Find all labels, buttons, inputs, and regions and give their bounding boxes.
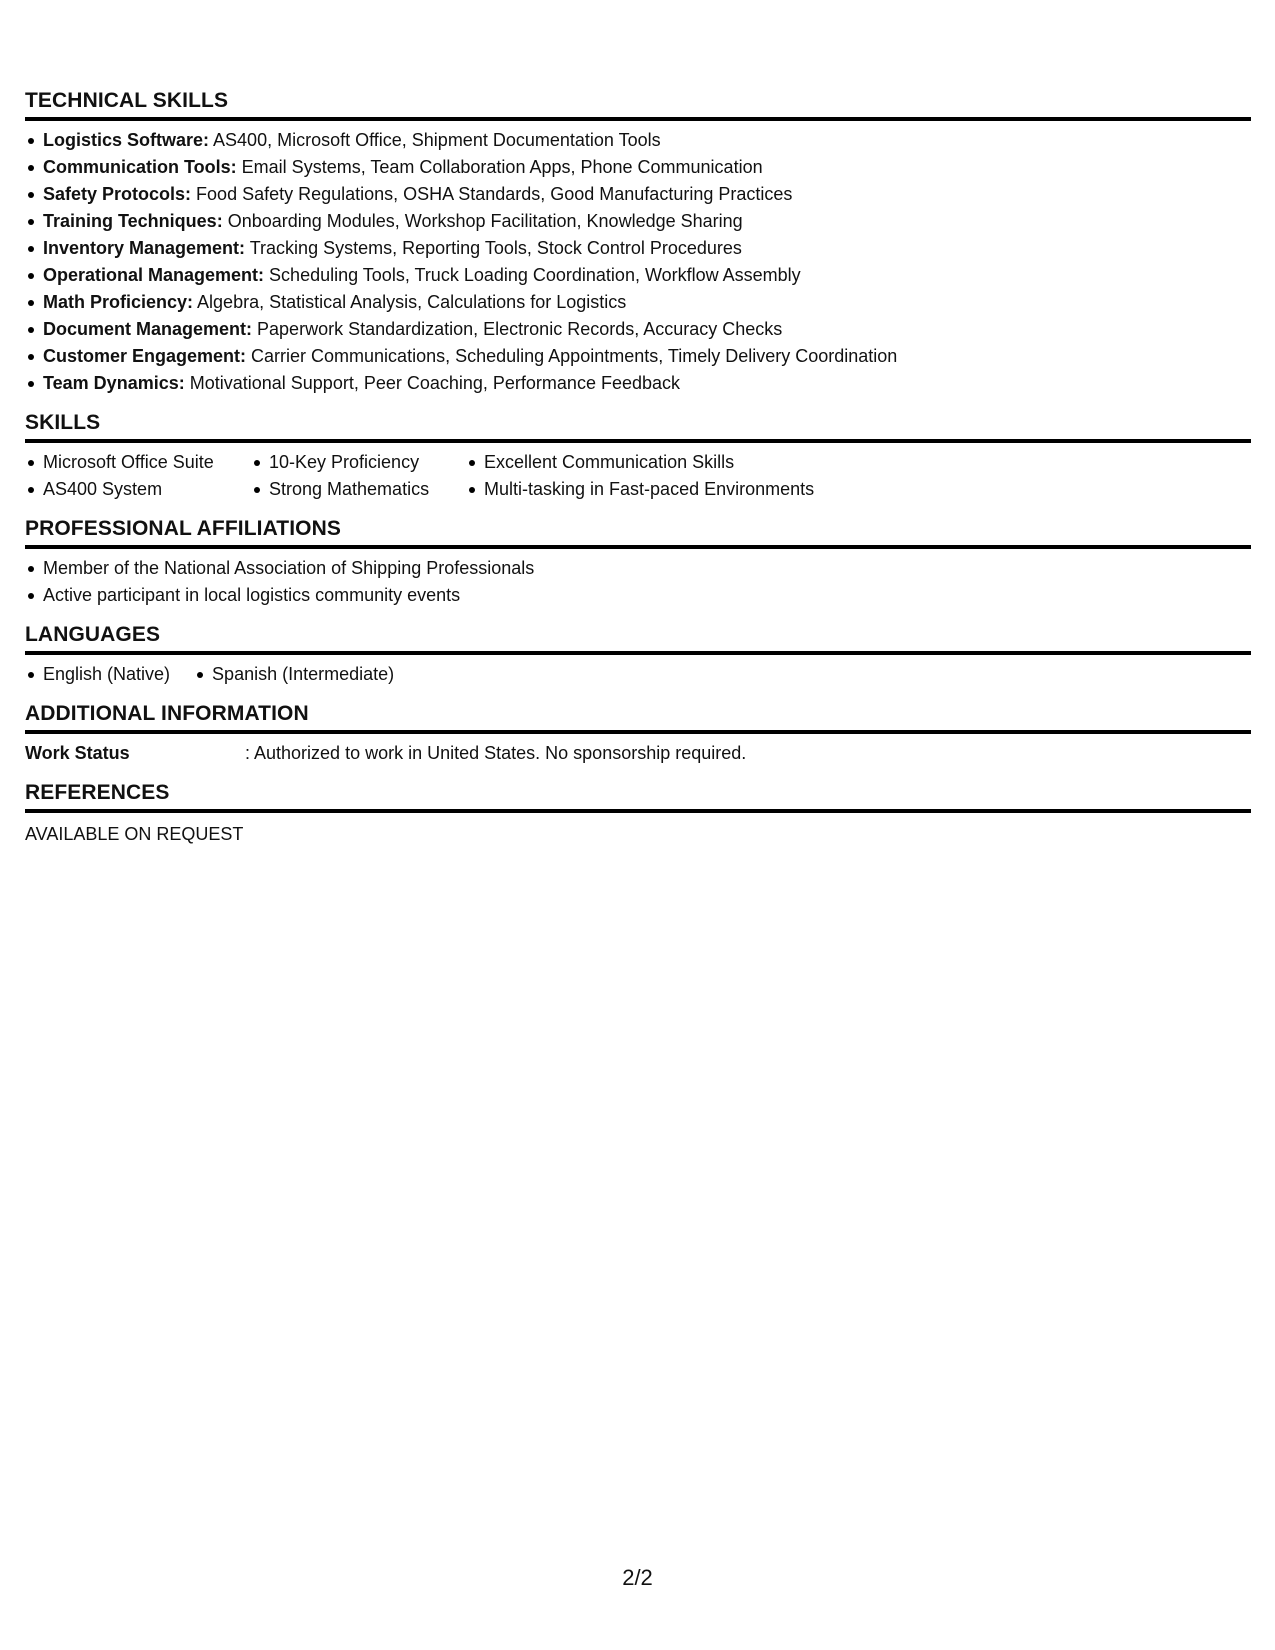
skill-category-label: Safety Protocols: xyxy=(43,184,192,204)
list-item: Excellent Communication Skills xyxy=(466,449,866,476)
skills-column-1 xyxy=(25,449,251,503)
skills-columns xyxy=(25,443,1251,503)
skill-category-value: Onboarding Modules, Workshop Facilitation, Knowledge Sharing xyxy=(222,211,743,231)
list-item xyxy=(25,154,1251,181)
skill-category-label: Math Proficiency: xyxy=(43,292,194,312)
skills-section xyxy=(25,410,1251,503)
section-title-affiliations: PROFESSIONAL AFFILIATIONS xyxy=(25,516,1251,549)
section-title-references: REFERENCES xyxy=(25,780,1251,813)
list-item xyxy=(25,208,1251,235)
skill-category-value: Email Systems, Team Collaboration Apps, Phone Communication xyxy=(236,157,763,177)
work-status-label: Work Status xyxy=(25,743,130,763)
list-item: Spanish (Intermediate) xyxy=(194,661,394,688)
skill-category-label: Inventory Management: xyxy=(43,238,246,258)
references-text: AVAILABLE ON REQUEST xyxy=(25,824,244,844)
list-item: AS400 System xyxy=(25,476,251,503)
list-item: 10-Key Proficiency xyxy=(251,449,466,476)
list-item xyxy=(25,262,1251,289)
section-title-skills: SKILLS xyxy=(25,410,1251,443)
list-item: Multi-tasking in Fast-paced Environments xyxy=(466,476,866,503)
list-item: Microsoft Office Suite xyxy=(25,449,251,476)
list-item xyxy=(25,316,1251,343)
skill-category-value: Paperwork Standardization, Electronic Records, Accuracy Checks xyxy=(252,319,783,339)
list-item: Member of the National Association of Shipping Professionals xyxy=(25,555,1251,582)
list-item: English (Native) xyxy=(25,661,170,688)
page-number: 2/2 xyxy=(622,1565,653,1590)
references-section xyxy=(25,780,1251,848)
work-status-row xyxy=(25,734,1251,767)
skill-category-value: AS400, Microsoft Office, Shipment Documentation Tools xyxy=(209,130,661,150)
list-item: Active participant in local logistics community events xyxy=(25,582,1251,609)
skills-column-2 xyxy=(251,449,466,503)
skill-category-value: Tracking Systems, Reporting Tools, Stock Control Procedures xyxy=(245,238,742,258)
section-title-technical-skills: TECHNICAL SKILLS xyxy=(25,88,1251,121)
section-title-languages: LANGUAGES xyxy=(25,622,1251,655)
list-item xyxy=(25,181,1251,208)
list-item xyxy=(25,289,1251,316)
additional-info-section xyxy=(25,701,1251,767)
list-item xyxy=(25,235,1251,262)
affiliations-list xyxy=(25,549,1251,609)
skill-category-label: Document Management: xyxy=(43,319,253,339)
skill-category-label: Customer Engagement: xyxy=(43,346,247,366)
skill-category-value: Motivational Support, Peer Coaching, Performance Feedback xyxy=(184,373,680,393)
list-item xyxy=(25,343,1251,370)
skill-category-label: Communication Tools: xyxy=(43,157,237,177)
list-item xyxy=(25,370,1251,397)
work-status-value: : Authorized to work in United States. No sponsorship required. xyxy=(245,743,747,763)
resume-page xyxy=(25,88,1251,848)
skill-category-value: Algebra, Statistical Analysis, Calculations for Logistics xyxy=(193,292,627,312)
section-title-additional-info: ADDITIONAL INFORMATION xyxy=(25,701,1251,734)
technical-skills-section xyxy=(25,88,1251,397)
skill-category-label: Training Techniques: xyxy=(43,211,223,231)
languages-section xyxy=(25,622,1251,688)
technical-skills-list xyxy=(25,121,1251,397)
affiliations-section xyxy=(25,516,1251,609)
list-item: Strong Mathematics xyxy=(251,476,466,503)
languages-list xyxy=(25,655,1251,688)
skill-category-label: Logistics Software: xyxy=(43,130,210,150)
list-item xyxy=(25,127,1251,154)
skill-category-label: Team Dynamics: xyxy=(43,373,185,393)
skill-category-value: Scheduling Tools, Truck Loading Coordination, Workflow Assembly xyxy=(264,265,801,285)
skill-category-value: Carrier Communications, Scheduling Appointments, Timely Delivery Coordination xyxy=(246,346,898,366)
skills-column-3 xyxy=(466,449,866,503)
skill-category-value: Food Safety Regulations, OSHA Standards, Good Manufacturing Practices xyxy=(191,184,793,204)
skill-category-label: Operational Management: xyxy=(43,265,265,285)
